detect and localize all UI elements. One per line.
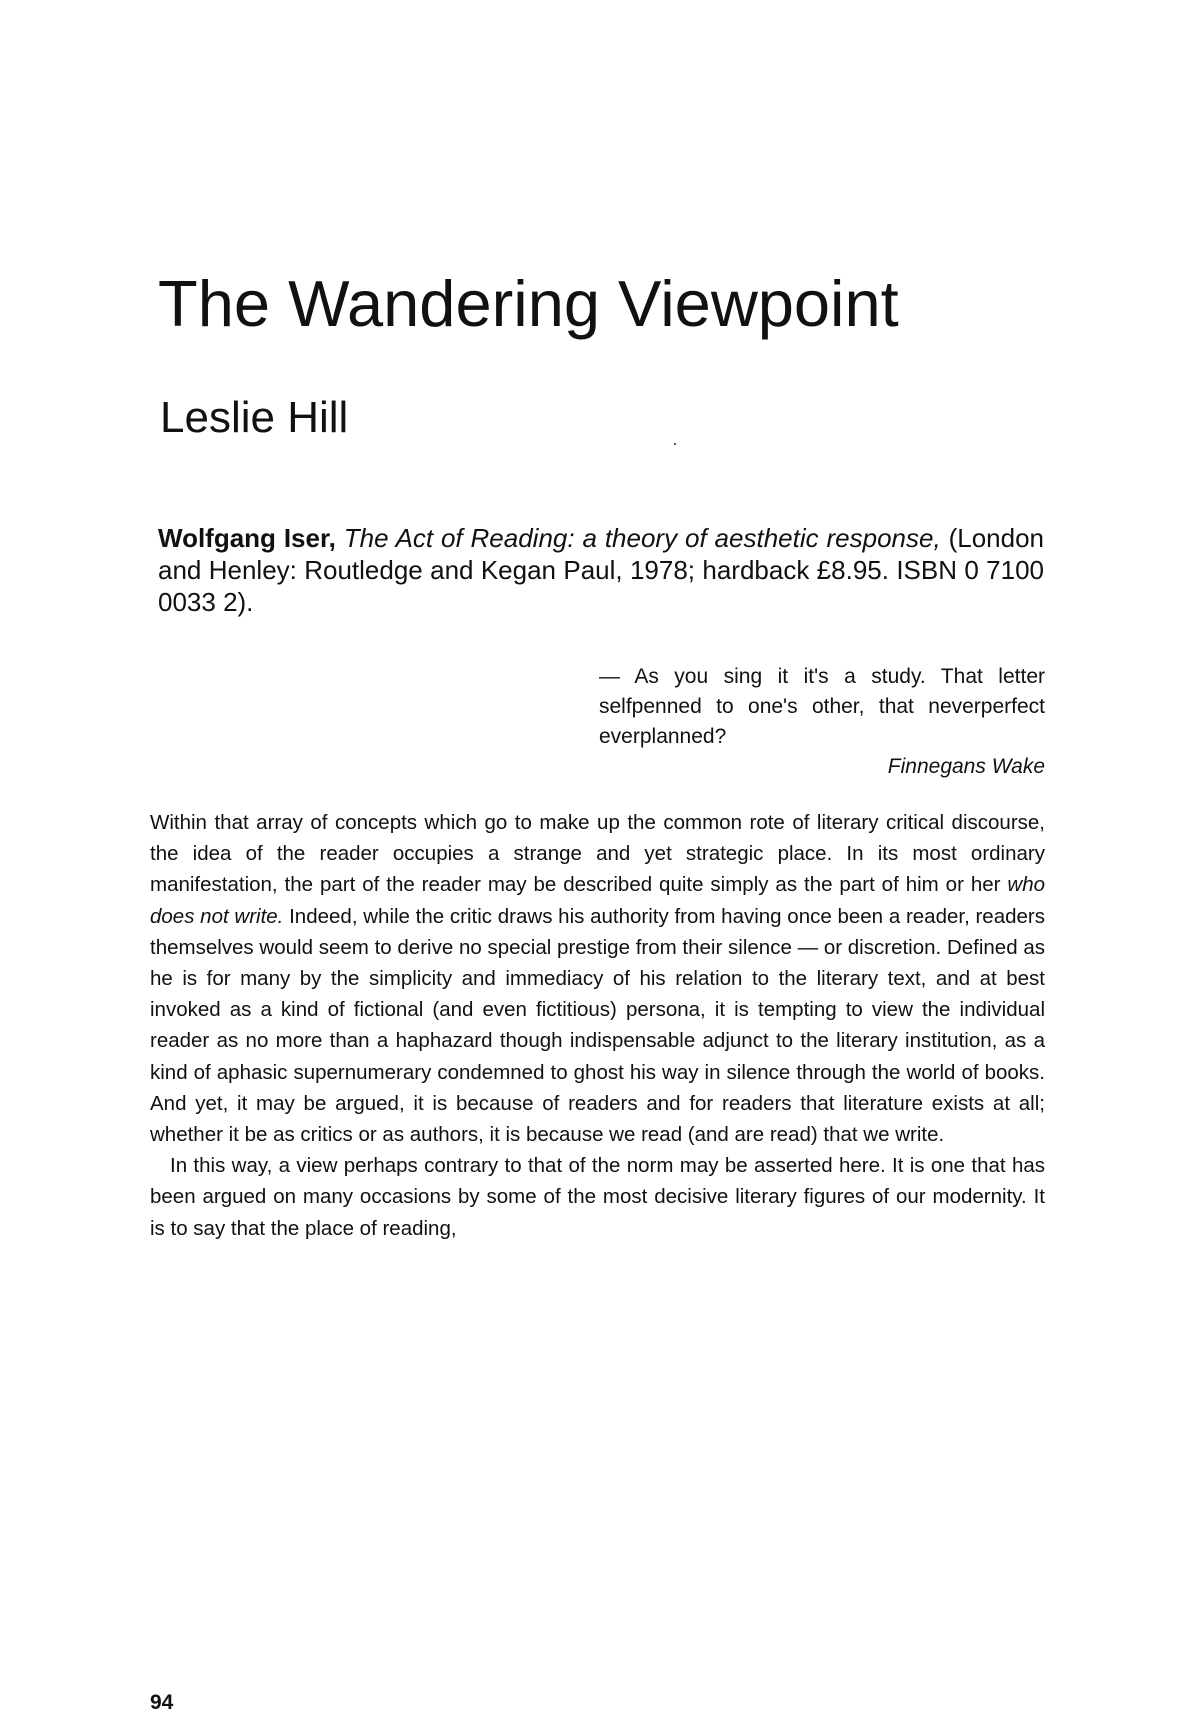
reference-publication: (London and Henley: Routledge and Kegan Paul, 1978; hardback £8.95. ISBN 0 7100 0033 2).	[158, 523, 1044, 617]
article-author: Leslie Hill	[160, 393, 349, 442]
paragraph-text: Indeed, while the critic draws his authority from having once been a reader, readers themselves would seem to derive no special prestige from their silence — or discretion. Defined as he is for many by the simplicity and immediacy of his relation to the literary text, and at best invoked as a kind of fictional (and even fictitious) persona, it is tempting to view the individual reader as no more than a haphazard though indispensable adjunct to the literary institution, as a kind of aphasic supernumerary condemned to ghost his way in silence through the world of books. And yet, it may be argued, it is because of readers and for readers that literature exists at all; whether it be as critics or as authors, it is because we read (and are read) that we write.	[150, 904, 1045, 1147]
epigraph	[599, 662, 1045, 782]
paragraph-emphasis: who does not write.	[150, 873, 1045, 928]
body-paragraph	[150, 807, 1045, 1150]
reference-book-title: The Act of Reading: a theory of aesthetic response,	[343, 523, 941, 553]
epigraph-source: Finnegans Wake	[887, 755, 1045, 778]
paragraph-text: Within that array of concepts which go to make up the common rote of literary critical discourse, the idea of the reader occupies a strange and yet strategic place. In its most ordinary manifestation, the part of the reader may be described quite simply as the part of him or her	[150, 811, 1045, 897]
epigraph-quote: — As you sing it it's a study. That letter selfpenned to one's other, that neverperfect everplanned?	[599, 665, 1045, 748]
reference-book-author: Wolfgang Iser,	[158, 523, 336, 553]
scan-speck	[674, 443, 676, 445]
article-title: The Wandering Viewpoint	[158, 267, 899, 340]
page-number: 94	[150, 1691, 174, 1714]
body-paragraph: In this way, a view perhaps contrary to that of the norm may be asserted here. It is one that has been argued on many occasions by some of the most decisive literary figures of our modernity. It is to say that the place of reading,	[150, 1154, 1045, 1240]
article-body	[150, 807, 1045, 1244]
book-reference	[158, 522, 1044, 618]
